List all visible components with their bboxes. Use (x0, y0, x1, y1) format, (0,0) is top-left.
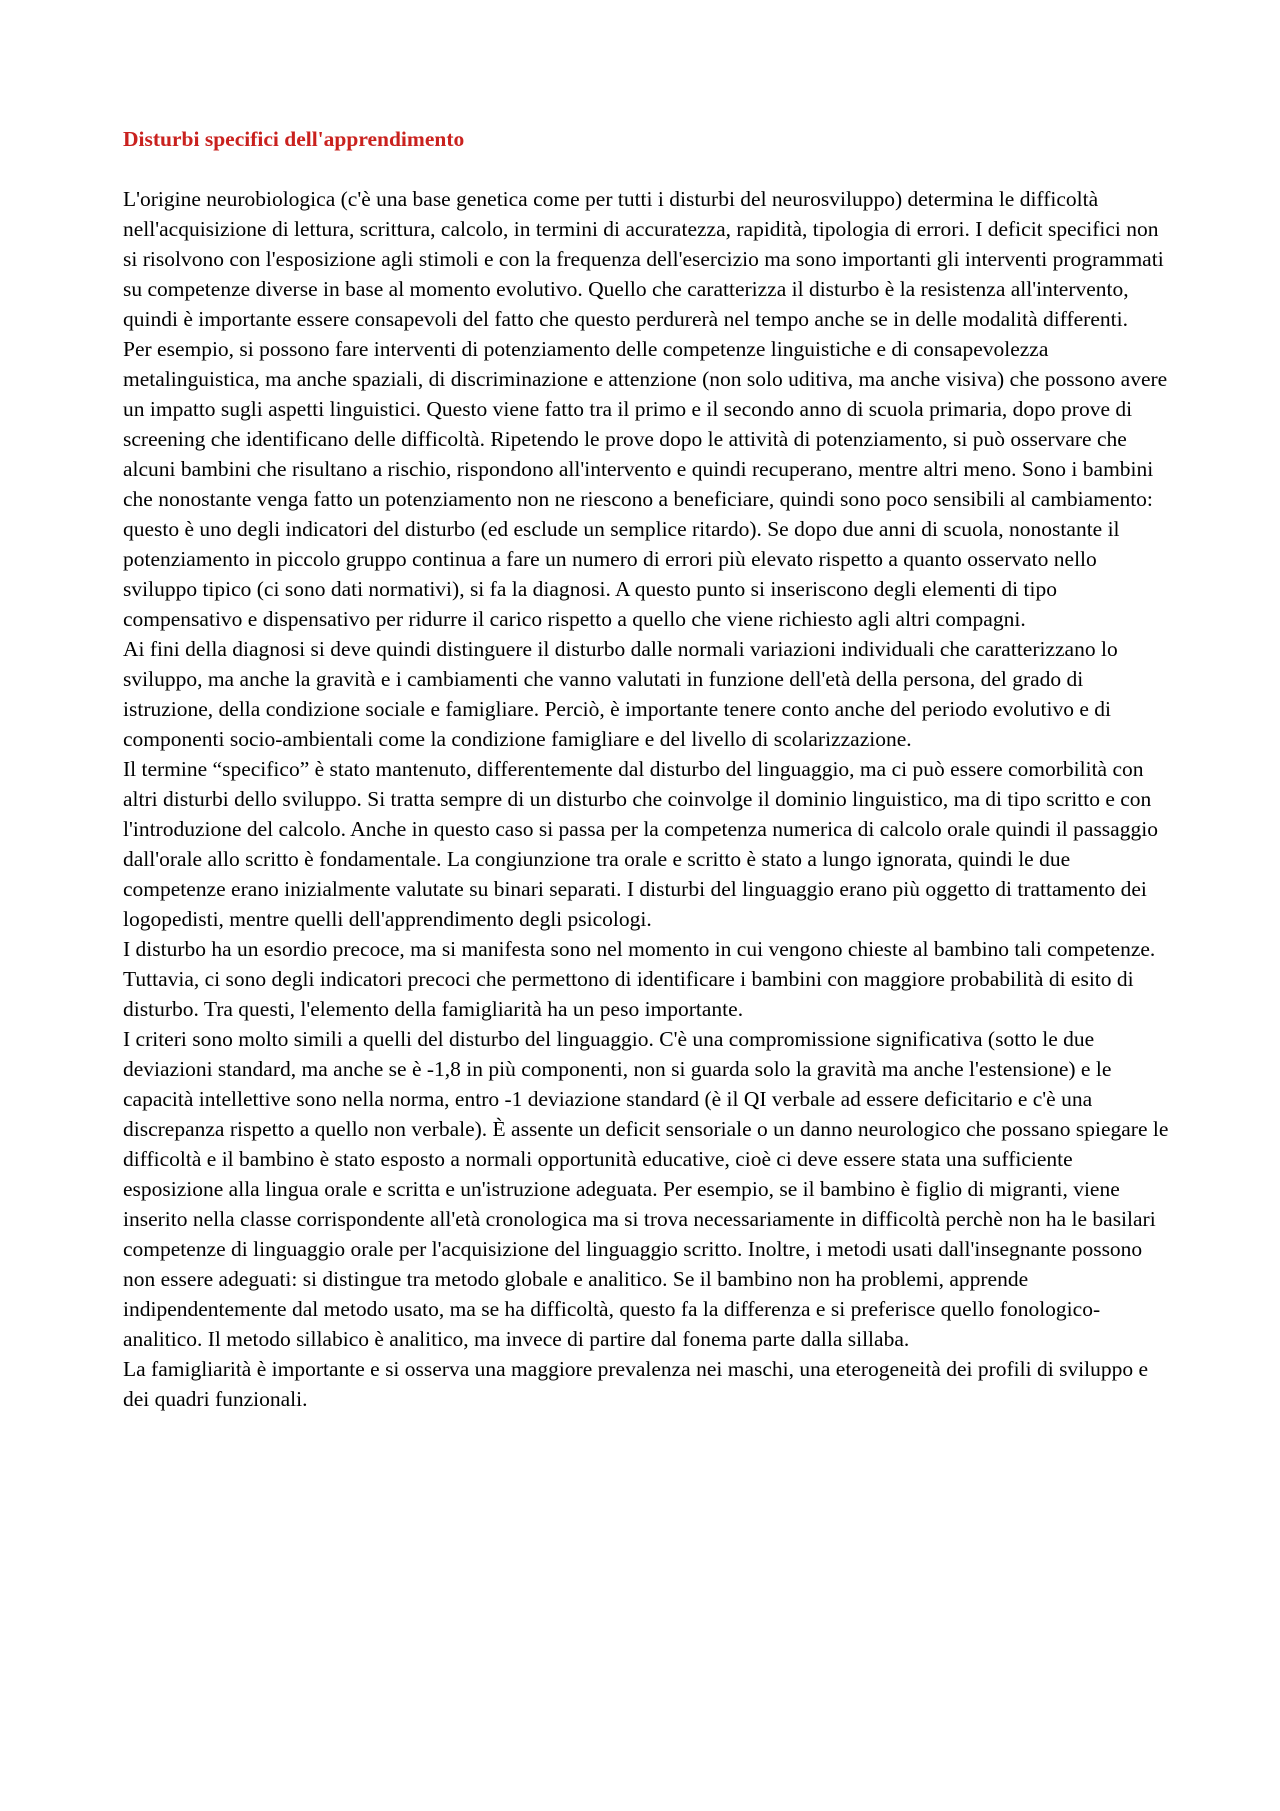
paragraph-origine: L'origine neurobiologica (c'è una base genetica come per tutti i disturbi del neurosviluppo) determina le difficoltà nell'acquisizione di lettura, scrittura, calcolo, in termini di accuratezza, rapidità, tipologia di errori. I deficit specifici non si risolvono con l'esposizione agli stimoli e con la frequenza dell'esercizio ma sono importanti gli interventi programmati su competenze diverse in base al momento evolutivo. Quello che caratterizza il disturbo è la resistenza all'intervento, quindi è importante essere consapevoli del fatto che questo perdurerà nel tempo anche se in delle modalità differenti. (123, 187, 1164, 331)
paragraph-esordio: I disturbo ha un esordio precoce, ma si manifesta sono nel momento in cui vengono chieste al bambino tali competenze. Tuttavia, ci sono degli indicatori precoci che permettono di identificare i bambini con maggiore probabilità di esito di disturbo. Tra questi, l'elemento della famigliarità ha un peso importante. (123, 937, 1156, 1021)
paragraph-diagnosi: Ai fini della diagnosi si deve quindi distinguere il disturbo dalle normali variazioni individuali che caratterizzano lo sviluppo, ma anche la gravità e i cambiamenti che vanno valutati in funzione dell'età della persona, del grado di istruzione, della condizione sociale e famigliare. Perciò, è importante tenere conto anche del periodo evolutivo e di componenti socio-ambientali come la condizione famigliare e del livello di scolarizzazione. (123, 637, 1118, 751)
paragraph-famigliarita: La famigliarità è importante e si osserva una maggiore prevalenza nei maschi, una eterogeneità dei profili di sviluppo e dei quadri funzionali. (123, 1357, 1149, 1411)
paragraph-specifico: Il termine “specifico” è stato mantenuto, differentemente dal disturbo del linguaggio, ma ci può essere comorbilità con altri disturbi dello sviluppo. Si tratta sempre di un disturbo che coinvolge il dominio linguistico, ma di tipo scritto e con l'introduzione del calcolo. Anche in questo caso si passa per la competenza numerica di calcolo orale quindi il passaggio dall'orale allo scritto è fondamentale. La congiunzione tra orale e scritto è stato a lungo ignorata, quindi le due competenze erano inizialmente valutate su binari separati. I disturbi del linguaggio erano più oggetto di trattamento dei logopedisti, mentre quelli dell'apprendimento degli psicologi. (123, 757, 1158, 931)
document-title: Disturbi specifici dell'apprendimento (123, 127, 465, 151)
document-page (123, 124, 1173, 1414)
paragraph-esempio: Per esempio, si possono fare interventi di potenziamento delle competenze linguistiche e di consapevolezza metalinguistica, ma anche spaziali, di discriminazione e attenzione (non solo uditiva, ma anche visiva) che possono avere un impatto sugli aspetti linguistici. Questo viene fatto tra il primo e il secondo anno di scuola primaria, dopo prove di screening che identificano delle difficoltà. Ripetendo le prove dopo le attività di potenziamento, si può osservare che alcuni bambini che risultano a rischio, rispondono all'intervento e quindi recuperano, mentre altri meno. Sono i bambini che nonostante venga fatto un potenziamento non ne riescono a beneficiare, quindi sono poco sensibili al cambiamento: questo è uno degli indicatori del disturbo (ed esclude un semplice ritardo). Se dopo due anni di scuola, nonostante il potenziamento in piccolo gruppo continua a fare un numero di errori più elevato rispetto a quanto osservato nello sviluppo tipico (ci sono dati normativi), si fa la diagnosi. A questo punto si inseriscono degli elementi di tipo compensativo e dispensativo per ridurre il carico rispetto a quello che viene richiesto agli altri compagni. (123, 337, 1168, 631)
paragraph-criteri: I criteri sono molto simili a quelli del disturbo del linguaggio. C'è una compromissione significativa (sotto le due deviazioni standard, ma anche se è -1,8 in più componenti, non si guarda solo la gravità ma anche l'estensione) e le capacità intellettive sono nella norma, entro -1 deviazione standard (è il QI verbale ad essere deficitario e c'è una discrepanza rispetto a quello non verbale). È assente un deficit sensoriale o un danno neurologico che possano spiegare le difficoltà e il bambino è stato esposto a normali opportunità educative, cioè ci deve essere stata una sufficiente esposizione alla lingua orale e scritta e un'istruzione adeguata. Per esempio, se il bambino è figlio di migranti, viene inserito nella classe corrispondente all'età cronologica ma si trova necessariamente in difficoltà perchè non ha le basilari competenze di linguaggio orale per l'acquisizione del linguaggio scritto. Inoltre, i metodi usati dall'insegnante possono non essere adeguati: si distingue tra metodo globale e analitico. Se il bambino non ha problemi, apprende indipendentemente dal metodo usato, ma se ha difficoltà, questo fa la differenza e si preferisce quello fonologico-analitico. Il metodo sillabico è analitico, ma invece di partire dal fonema parte dalla sillaba. (123, 1027, 1169, 1351)
